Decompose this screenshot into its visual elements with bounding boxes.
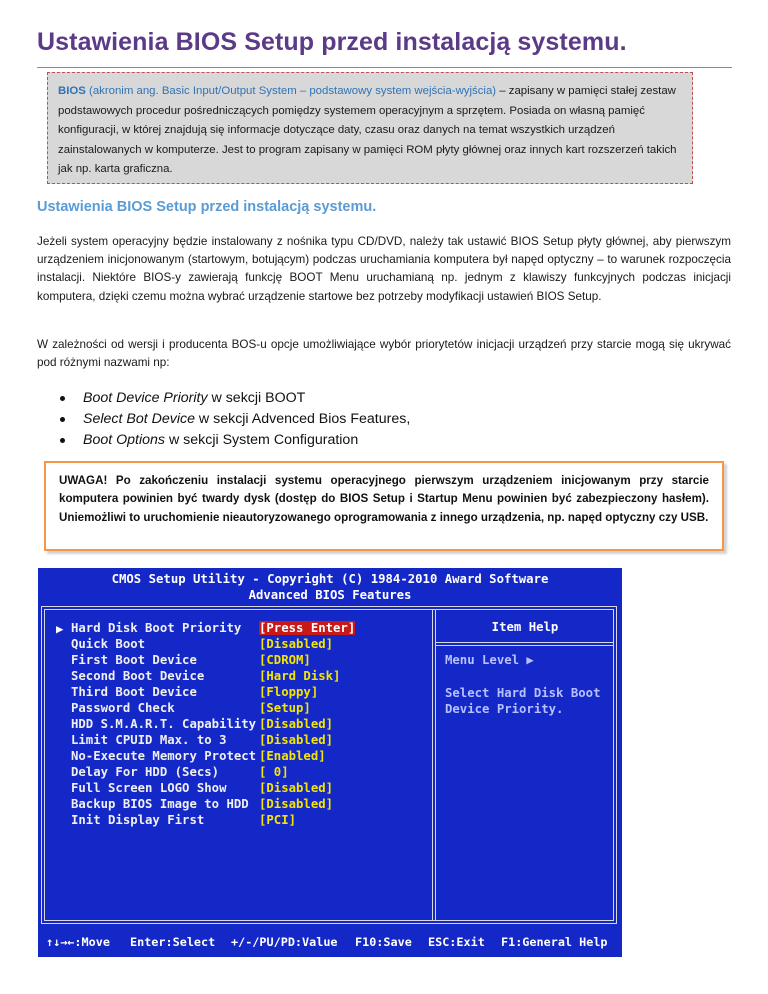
bios-item-value[interactable]: [Floppy] [259,685,319,699]
definition-expansion: (akronim ang. Basic Input/Output System – podstawowy system wejścia-wyjścia) [85,85,497,97]
item-help-title: Item Help [491,620,559,634]
paragraph-option-names: W zależności od wersji i producenta BOS-u opcje umożliwiające wybór priorytetów inicjacji urządzeń przy starcie mogą się ukrywać pod różnymi nazwami np: [37,338,731,370]
bios-item-label: Delay For HDD (Secs) [71,765,220,779]
bios-item-value[interactable]: [Enabled] [259,749,326,763]
bios-item-value[interactable]: [Hard Disk] [259,669,341,683]
highlighted-value[interactable]: [Press Enter] [259,621,356,635]
boot-option-list [60,388,410,451]
bios-item-label: HDD S.M.A.R.T. Capability [71,717,257,731]
page-title: Ustawienia BIOS Setup przed instalacją systemu. [37,28,627,56]
key-hint-move: ↑↓→←:Move [46,935,110,949]
bios-item-hard-disk-boot-priority[interactable] [38,621,432,637]
bios-item-value[interactable]: [Disabled] [259,637,334,651]
key-hint-select: Enter:Select [130,935,216,949]
bios-item-value[interactable] [259,621,355,635]
bios-item-no-execute[interactable] [38,749,432,765]
bios-definition-box [47,72,693,184]
list-item [60,430,410,451]
bios-item-quick-boot[interactable] [38,637,432,653]
bios-item-third-boot-device[interactable] [38,685,432,701]
bios-item-backup-bios[interactable] [38,797,432,813]
bios-item-label: Hard Disk Boot Priority [71,621,242,635]
bios-help-divider [436,642,614,643]
definition-text: – zapisany w pamięci stałej zestaw podstawowych procedur pośredniczących pomiędzy systemem operacyjnym a sprzętem. Posiada on własną pamięć konfiguracji, w której znajdują się informacje dotyczące daty, czasu oraz danych na temat wszystkich urządzeń zainstalowanych w komputerze. Jest to program zapisany w pamięci ROM płyty głównej oraz innych kart rozszerzeń takich jak np. karta graficzna. [58,85,677,175]
bios-item-value[interactable]: [Disabled] [259,733,334,747]
list-item [60,409,410,430]
bios-item-value[interactable]: [Setup] [259,701,311,715]
warning-box: UWAGA! Po zakończeniu instalacji systemu operacyjnego pierwszym urządzeniem inicjowanym przy starcie komputera powinien być twardy dysk (dostęp do BIOS Setup i Startup Menu powinien być zabezpieczony hasłem). Uniemożliwi to uruchomienie nieautoryzowanego oprogramowania z innego urządzenia, np. napęd optyczny czy USB. [44,461,724,551]
bios-item-value[interactable]: [Disabled] [259,797,334,811]
bios-item-label: Second Boot Device [71,669,205,683]
paragraph-boot-order: Jeżeli system operacyjny będzie instalowany z nośnika typu CD/DVD, należy tak ustawić BIOS Setup płyty głównej, aby pierwszym urządzeniem inicjonowanym (startowym, botującym) podczas uruchamiania komputera był napęd optyczny – to warunek rozpoczęcia instalacji. Niektóre BIOS-y zawierają funkcję BOOT Menu uruchamianą np. jednym z klawiszy funkcyjnych podczas inicjacji komputera, dzięki czemu można wybrać urządzenie startowe bez potrzeby modyfikacji ustawień BIOS Setup. [37,235,731,303]
bios-screenshot [38,568,622,957]
definition-term: BIOS [58,85,86,97]
bios-help-divider [436,645,614,646]
key-hint-save: F10:Save [355,935,412,949]
key-hint-value: +/-/PU/PD:Value [231,935,338,949]
option-name: Boot Options [83,432,166,448]
bios-item-label: Init Display First [71,813,205,827]
bios-item-first-boot-device[interactable] [38,653,432,669]
bullet-icon [60,417,65,422]
bios-item-value[interactable]: [Disabled] [259,717,334,731]
section-heading: Ustawienia BIOS Setup przed instalacją systemu. [37,199,377,215]
bios-item-label: Backup BIOS Image to HDD [71,797,249,811]
bios-column-divider [435,609,436,921]
bios-header-copyright: CMOS Setup Utility - Copyright (C) 1984-2010 Award Software [111,572,549,586]
bios-item-full-screen-logo[interactable] [38,781,432,797]
title-underline [37,67,732,68]
bios-column-divider [432,609,433,921]
option-name: Boot Device Priority [83,390,208,406]
bios-item-limit-cpuid[interactable] [38,733,432,749]
bios-item-label: No-Execute Memory Protect [71,749,257,763]
bullet-icon [60,396,65,401]
bios-item-init-display[interactable] [38,813,432,829]
key-hint-help: F1:General Help [501,935,608,949]
bios-item-value[interactable]: [ 0] [259,765,289,779]
option-location: w sekcji Advenced Bios Features, [194,411,411,427]
option-location: w sekcji System Configuration [165,432,359,448]
bios-item-value[interactable]: [PCI] [259,813,297,827]
option-location: w sekcji BOOT [207,390,306,406]
bullet-icon [60,438,65,443]
bios-item-second-boot-device[interactable] [38,669,432,685]
key-hint-exit: ESC:Exit [428,935,485,949]
bios-item-label: First Boot Device [71,653,197,667]
bios-header-section: Advanced BIOS Features [248,588,412,602]
bios-item-label: Third Boot Device [71,685,197,699]
bios-item-password-check[interactable] [38,701,432,717]
item-help-text: Select Hard Disk Boot Device Priority. [445,686,601,716]
bios-item-value[interactable]: [Disabled] [259,781,334,795]
option-name: Select Bot Device [83,411,195,427]
bios-item-delay-hdd[interactable] [38,765,432,781]
bios-item-value[interactable]: [CDROM] [259,653,311,667]
bios-item-label: Full Screen LOGO Show [71,781,227,795]
bios-item-hdd-smart[interactable] [38,717,432,733]
bios-item-label: Password Check [71,701,175,715]
selection-arrow-icon: ▶ [56,622,64,636]
menu-level-indicator: Menu Level ▶ [445,653,534,667]
list-item [60,388,410,409]
bios-item-label: Quick Boot [71,637,146,651]
bios-item-label: Limit CPUID Max. to 3 [71,733,227,747]
